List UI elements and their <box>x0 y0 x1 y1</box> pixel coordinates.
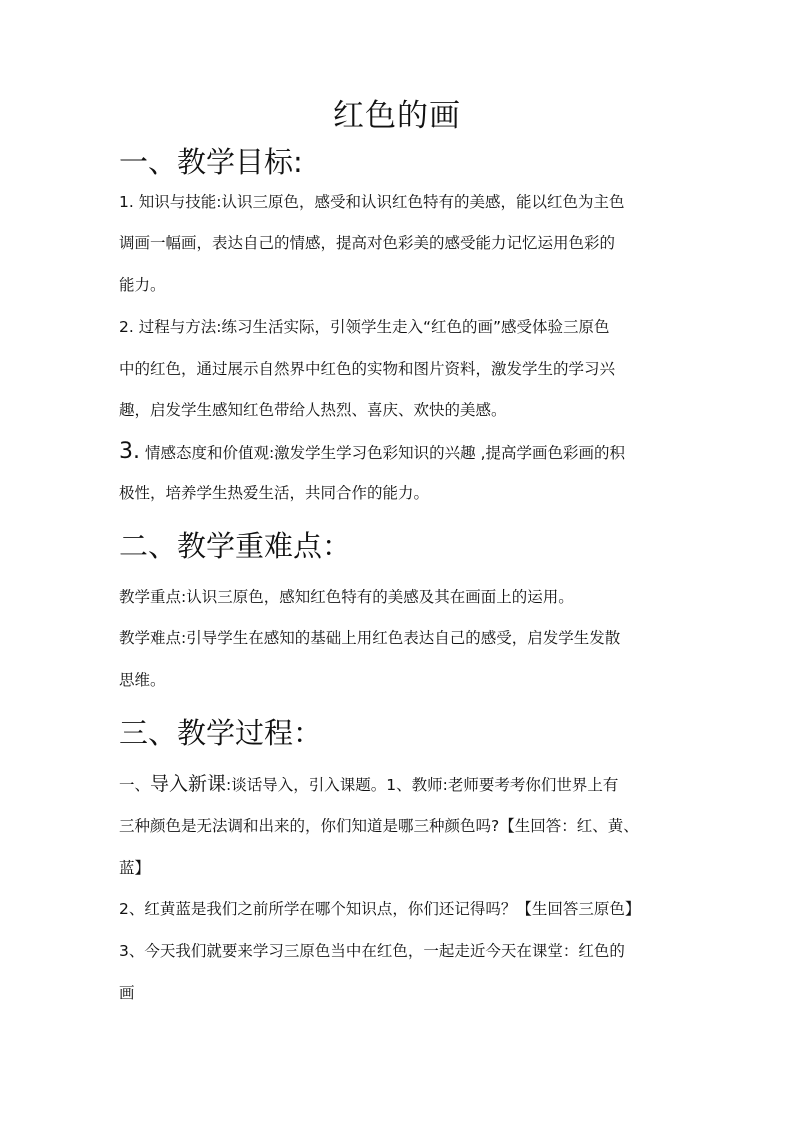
item-number: 3. <box>119 439 140 464</box>
paragraph-line: 蓝】 <box>119 859 151 877</box>
paragraph-line: 画 <box>119 984 135 1002</box>
section-heading-process: 三、教学过程： <box>119 716 323 750</box>
paragraph-line-intro <box>119 774 675 795</box>
paragraph-line: 三种颜色是无法调和出来的，你们知道是哪三种颜色吗?【生回答：红、黄、 <box>119 817 639 835</box>
paragraph-line: 调画一幅画，表达自己的情感，提高对色彩美的感受能力记忆运用色彩的 <box>119 234 616 252</box>
section-heading-key-points: 二、教学重难点： <box>119 529 352 563</box>
intro-heading: 导入新课 <box>150 773 227 795</box>
paragraph-line: 中的红色，通过展示自然界中红色的实物和图片资料，激发学生的学习兴 <box>119 360 616 378</box>
paragraph-line: 2. 过程与方法:练习生活实际，引领学生走入“红色的画”感受体验三原色 <box>119 318 610 336</box>
paragraph-line: 教学难点:引导学生在感知的基础上用红色表达自己的感受，启发学生发散 <box>119 629 621 647</box>
paragraph-line-item3 <box>119 439 675 464</box>
section-heading-objectives: 一、教学目标: <box>119 145 303 179</box>
intro-text: :谈话导入，引入课题。1、教师:老师要考考你们世界上有 <box>226 776 619 794</box>
paragraph-line: 1. 知识与技能:认识三原色，感受和认识红色特有的美感，能以红色为主色 <box>119 193 625 211</box>
paragraph-line: 趣，启发学生感知红色带给人热烈、喜庆、欢快的美感。 <box>119 401 507 419</box>
intro-prefix: 一、 <box>119 776 151 794</box>
item-text: 情感态度和价值观:激发学生学习色彩知识的兴趣 ,提高学画色彩画的积 <box>144 444 626 462</box>
paragraph-line: 2、红黄蓝是我们之前所学在哪个知识点，你们还记得吗？【生回答三原色】 <box>119 900 641 918</box>
paragraph-line: 思维。 <box>119 671 166 689</box>
paragraph-line: 3、今天我们就要来学习三原色当中在红色，一起走近今天在课堂：红色的 <box>119 942 625 960</box>
paragraph-line: 极性，培养学生热爱生活，共同合作的能力。 <box>119 484 430 502</box>
paragraph-line: 能力。 <box>119 276 166 294</box>
document-title: 红色的画 <box>333 98 461 134</box>
paragraph-line: 教学重点:认识三原色，感知红色特有的美感及其在画面上的运用。 <box>119 588 574 606</box>
